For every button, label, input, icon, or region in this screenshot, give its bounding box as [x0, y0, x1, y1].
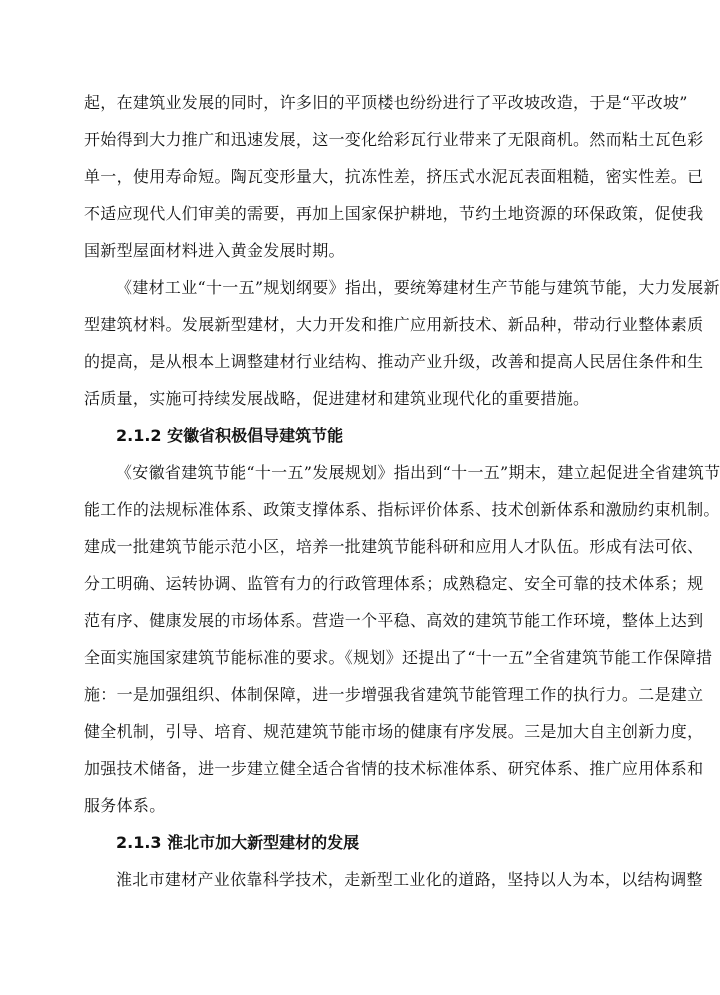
paragraph-1-line-3: 单一，使用寿命短。陶瓦变形量大，抗冻性差，挤压式水泥瓦表面粗糙，密实性差。已	[84, 167, 704, 186]
section-heading-2-1-2: 2.1.2 安徽省积极倡导建筑节能	[116, 426, 344, 445]
paragraph-2-line-2: 型建筑材料。发展新型建材，大力开发和推广应用新技术、新品种，带动行业整体素质	[84, 315, 704, 334]
section-2-1-2-line-3: 建成一批建筑节能示范小区，培养一批建筑节能科研和应用人才队伍。形成有法可依、	[84, 537, 704, 556]
paragraph-1-line-2: 开始得到大力推广和迅速发展，这一变化给彩瓦行业带来了无限商机。然而粘土瓦色彩	[84, 130, 704, 149]
section-2-1-2-line-4: 分工明确、运转协调、监管有力的行政管理体系；成熟稳定、安全可靠的技术体系；规	[84, 574, 704, 593]
section-2-1-2-line-7: 施：一是加强组织、体制保障，进一步增强我省建筑节能管理工作的执行力。二是建立	[84, 685, 704, 704]
section-2-1-2-line-2: 能工作的法规标准体系、政策支撑体系、指标评价体系、技术创新体系和激励约束机制。	[84, 500, 720, 519]
paragraph-2-line-3: 的提高，是从根本上调整建材行业结构、推动产业升级，改善和提高人民居住条件和生	[84, 352, 704, 371]
paragraph-2-line-1: 《建材工业“十一五”规划纲要》指出，要统筹建材生产节能与建筑节能，大力发展新	[116, 278, 720, 297]
section-2-1-2-line-10: 服务体系。	[84, 796, 166, 815]
section-2-1-2-line-8: 健全机制，引导、培育、规范建筑节能市场的健康有序发展。三是加大自主创新力度，	[84, 722, 704, 741]
paragraph-1-line-1: 起，在建筑业发展的同时，许多旧的平顶楼也纷纷进行了平改坡改造，于是“平改坡”	[84, 93, 688, 112]
section-heading-2-1-3: 2.1.3 淮北市加大新型建材的发展	[116, 833, 360, 852]
section-2-1-2-line-1: 《安徽省建筑节能“十一五”发展规划》指出到“十一五”期末，建立起促进全省建筑节	[116, 463, 720, 482]
paragraph-1-line-5: 国新型屋面材料进入黄金发展时期。	[84, 241, 345, 260]
section-2-1-3-line-1: 淮北市建材产业依靠科学技术，走新型工业化的道路，坚持以人为本，以结构调整	[116, 870, 703, 889]
section-2-1-2-line-9: 加强技术储备，进一步建立健全适合省情的技术标准体系、研究体系、推广应用体系和	[84, 759, 704, 778]
paragraph-1-line-4: 不适应现代人们审美的需要，再加上国家保护耕地，节约土地资源的环保政策，促使我	[84, 204, 704, 223]
paragraph-2-line-4: 活质量，实施可持续发展战略，促进建材和建筑业现代化的重要措施。	[84, 389, 590, 408]
section-2-1-2-line-6: 全面实施国家建筑节能标准的要求。《规划》还提出了“十一五”全省建筑节能工作保障措	[84, 648, 713, 667]
section-2-1-2-line-5: 范有序、健康发展的市场体系。营造一个平稳、高效的建筑节能工作环境，整体上达到	[84, 611, 704, 630]
